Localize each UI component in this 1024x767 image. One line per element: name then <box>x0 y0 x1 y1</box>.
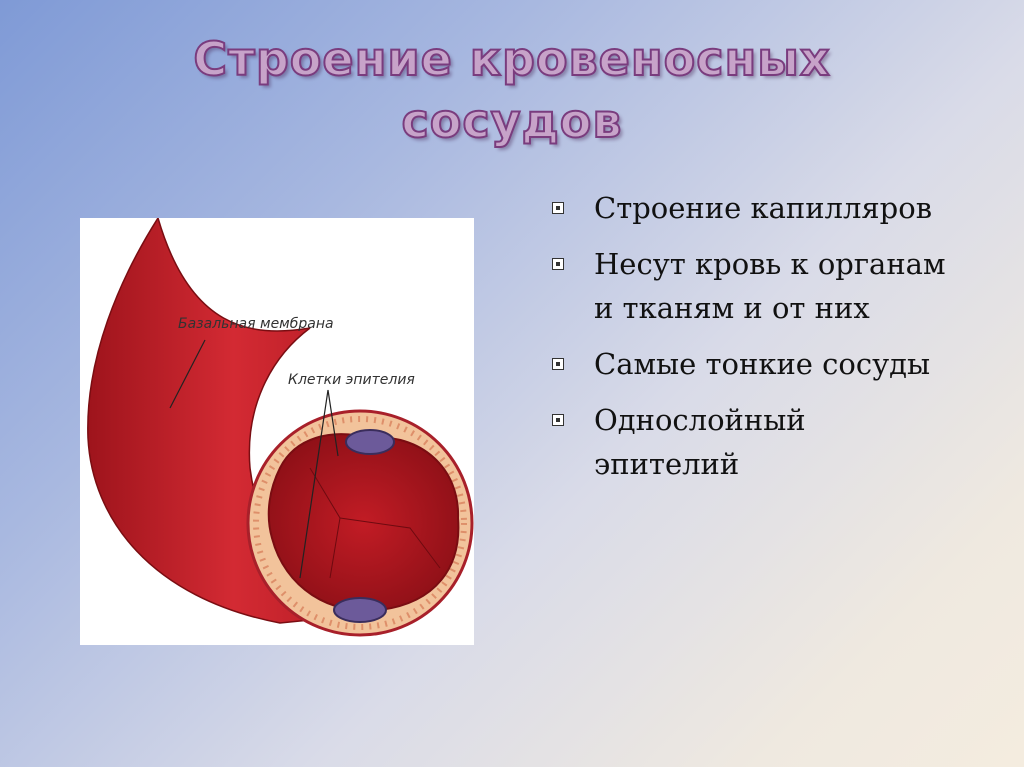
bullet-item <box>548 242 1008 330</box>
bullet-text: Строение капилляров <box>594 191 933 225</box>
label-basal-membrane: Базальная мембрана <box>178 316 334 332</box>
bullet-text: Самые тонкие сосуды <box>594 347 931 381</box>
epithelial-nucleus-top <box>346 430 394 454</box>
capillary-illustration <box>80 218 474 645</box>
bullet-text-cont: эпителий <box>594 447 740 481</box>
bullet-item <box>548 186 1008 230</box>
bullet-text: Однослойный <box>594 403 806 437</box>
slide-title-line2: сосудов <box>401 94 623 148</box>
slide-title <box>0 28 1024 152</box>
bullet-square-icon <box>552 202 564 214</box>
bullet-item <box>548 342 1008 386</box>
bullet-text: Несут кровь к органам <box>594 247 946 281</box>
bullet-item <box>548 398 1008 486</box>
epithelial-nucleus-bottom <box>334 598 386 622</box>
bullet-square-icon <box>552 414 564 426</box>
bullet-list <box>548 186 1008 498</box>
bullet-text-cont: и тканям и от них <box>594 291 870 325</box>
bullet-square-icon <box>552 258 564 270</box>
bullet-square-icon <box>552 358 564 370</box>
slide-title-line1: Строение кровеносных <box>193 32 831 86</box>
vessel-lumen <box>269 434 459 611</box>
label-epithelial-cells: Клетки эпителия <box>288 372 415 388</box>
capillary-drawing <box>80 218 474 645</box>
